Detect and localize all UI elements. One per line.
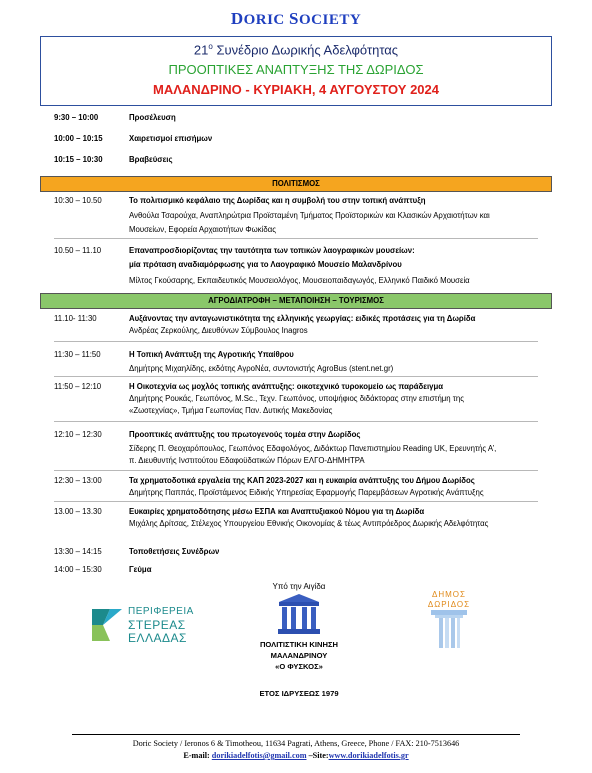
row-title: Βραβεύσεις — [129, 155, 173, 164]
region-name-3: ΕΛΛΑΔΑΣ — [128, 631, 187, 645]
talk-title-cont: μία πρόταση αναδιαμόρφωσης για το Λαογραφικό Μουσείο Μαλανδρίνου — [129, 260, 402, 269]
region-name-1: ΠΕΡΙΦΕΡΕΙΑ — [128, 606, 194, 617]
row-title: Τοποθετήσεις Συνέδρων — [129, 547, 220, 556]
row-time: 11:50 – 12:10 — [54, 382, 102, 391]
talk-speaker: Μίλτος Γκούσαρης, Εκπαιδευτικός Μουσειολόγος, Μουσειοπαιδαγωγός, Ελληνικό Παιδικό Μουσεία — [129, 276, 470, 285]
row-separator — [54, 470, 538, 471]
cultural-association-name-3: «Ο ΦΥΣΚΟΣ» — [275, 662, 323, 671]
row-time: 11:30 – 11:50 — [54, 350, 101, 359]
municipality-logo — [417, 590, 481, 652]
row-separator — [54, 421, 538, 422]
row-time: 13.00 – 13.30 — [54, 507, 102, 516]
email-label: E-mail: — [183, 751, 212, 760]
talk-speaker: Ανδρέας Ζερκούλης, Διευθύνων Σύμβουλος Inagros — [129, 326, 308, 335]
congress-place-date: ΜΑΛΑΝΔΡΙΝΟ - ΚΥΡΙΑΚΗ, 4 ΑΥΓΟΥΣΤΟΥ 2024 — [152, 82, 439, 97]
cultural-association-name-1: ΠΟΛΙΤΙΣΤΙΚΗ ΚΙΝΗΣΗ — [259, 640, 339, 649]
header-box — [40, 36, 552, 106]
column-icon — [417, 610, 481, 652]
row-time: 11.10- 11:30 — [54, 314, 97, 323]
talk-title: Επαναπροσδιορίζοντας την ταυτότητα των τοπικών λαογραφικών μουσείων: — [129, 246, 415, 255]
region-logo-icon — [90, 607, 124, 643]
row-title: Προσέλευση — [129, 113, 176, 122]
talk-speaker: Μιχάλης Δρίτσας, Στέλεχος Υπουργείου Εθνικής Οικονομίας & τέως Αντιπρόεδρος Δωρικής Αδελφότητας — [129, 519, 489, 528]
society-title — [0, 9, 592, 29]
talk-speaker: Δημήτρης Μιχαηλίδης, εκδότης ΑγροΝέα, συντονιστής AgroBus (stent.net.gr) — [129, 364, 394, 373]
talk-title: Το πολιτισμικό κεφάλαιο της Δωρίδας και η συμβολή του στην τοπική ανάπτυξη — [129, 196, 426, 205]
founded-year: ΕΤΟΣ ΙΔΡΥΣΕΩΣ 1979 — [259, 689, 339, 698]
society-title-initial-2: S — [289, 9, 299, 28]
talk-title: Προοπτικές ανάπτυξης του πρωτογενούς τομέα στην Δωρίδος — [129, 430, 361, 439]
section-culture: ΠΟΛΙΤΙΣΜΟΣ — [40, 176, 552, 192]
talk-speaker: Ανθούλα Τσαρούχα, Αναπληρώτρια Προϊσταμένη Τμήματος Προϊστορικών και Κλασικών Αρχαιοτήτων και — [129, 211, 490, 220]
row-time: 12:10 – 12:30 — [54, 430, 102, 439]
congress-ordinal: ο — [208, 42, 213, 51]
talk-title: Ευκαιρίες χρηματοδότησης μέσω ΕΣΠΑ και Αναπτυξιακού Νόμου για τη Δωρίδα — [129, 507, 425, 516]
aegis-label: Υπό την Αιγίδα — [272, 582, 326, 591]
talk-speaker: Σίδερης Π. Θεοχαρόπουλος, Γεωπόνος Εδαφολόγος, Διδάκτωρ Πανεπιστημίου Reading UK, Ερευνητής Α’, — [129, 444, 497, 453]
congress-number: 21 — [193, 42, 209, 58]
municipality-name-2: ΔΩΡΙΔΟΣ — [427, 600, 471, 609]
talk-speaker-affiliation: π. Διευθυντής Ινστιτούτου Εδαφοϋδατικών Πόρων ΕΛΓΟ-ΔΗΜΗΤΡΑ — [129, 456, 365, 465]
talk-title: Αυξάνοντας την ανταγωνιστικότητα της ελληνικής γεωργίας: ειδικές προτάσεις για τη Δωρίδα — [129, 314, 476, 323]
site-label: –Site: — [306, 751, 329, 760]
congress-theme: ΠΡΟΟΠΤΙΚΕΣ ΑΝΑΠΤΥΞΗΣ ΤΗΣ ΔΩΡΙΔΟΣ — [168, 62, 424, 77]
row-time: 10:15 – 10:30 — [54, 155, 103, 164]
row-time: 10:00 – 10:15 — [54, 134, 103, 143]
row-separator — [54, 238, 538, 239]
society-title-part-2: OCIETY — [298, 12, 362, 28]
talk-speaker-affiliation: Μουσείων, Εφορεία Αρχαιοτήτων Φωκίδας — [129, 225, 276, 234]
talk-speaker-affiliation: «Ζωοτεχνίας», Τμήμα Γεωπονίας Παν. Δυτικής Μακεδονίας — [129, 406, 333, 415]
row-separator — [54, 501, 538, 502]
region-logo — [90, 605, 220, 645]
row-time: 13:30 – 14:15 — [54, 547, 102, 556]
section-agro: ΑΓΡΟΔΙΑΤΡΟΦΗ – ΜΕΤΑΠΟΙΗΣΗ – ΤΟΥΡΙΣΜΟΣ — [40, 293, 552, 309]
row-title: Γεύμα — [129, 565, 152, 574]
region-name-2: ΣΤΕΡΕΑΣ — [128, 618, 186, 632]
talk-title: Η Οικοτεχνία ως μοχλός τοπικής ανάπτυξης: οικοτεχνικό τυροκομείο ως παράδειγμα — [129, 382, 444, 391]
municipality-name-1: ΔΗΜΟΣ — [432, 590, 466, 599]
site-link[interactable]: www.dorikiadelfotis.gr — [328, 751, 409, 760]
talk-speaker: Δημήτρης Ρουκάς, Γεωπόνος, M.Sc., Τεχν. Γεωπόνος, υποψήφιος διδάκτορας στην επιστήμη της — [129, 394, 464, 403]
row-time: 10:30 – 10.50 — [54, 196, 102, 205]
congress-title — [41, 42, 551, 57]
footer-contact — [0, 751, 592, 760]
footer-address: Doric Society / Ieronos 6 & Timotheou, 11634 Pagrati, Athens, Greece, Phone / FAX: 210-7513646 — [132, 739, 460, 748]
row-time: 10.50 – 11.10 — [54, 246, 102, 255]
row-time: 12:30 – 13:00 — [54, 476, 102, 485]
email-link[interactable]: dorikiadelfotis@gmail.com — [211, 751, 307, 760]
row-separator — [54, 376, 538, 377]
cultural-association-name-2: ΜΑΛΑΝΔΡΙΝΟΥ — [270, 651, 328, 660]
row-time: 14:00 – 15:30 — [54, 565, 102, 574]
temple-icon — [275, 592, 323, 636]
society-title-part-1: ORIC — [243, 12, 290, 28]
row-time: 9:30 – 10:00 — [54, 113, 99, 122]
row-title: Χαιρετισμοί επισήμων — [129, 134, 213, 143]
talk-speaker: Δημήτρης Παππάς, Προϊστάμενος Ειδικής Υπηρεσίας Εφαρμογής Παρεμβάσεων Αγροτικής Ανάπτυξης — [129, 488, 484, 497]
society-title-initial-1: D — [230, 9, 244, 28]
footer-divider — [72, 734, 520, 735]
congress-name: Συνέδριο Δωρικής Αδελφότητας — [212, 42, 399, 58]
row-separator — [54, 341, 538, 342]
talk-title: Η Τοπική Ανάπτυξη της Αγροτικής Υπαίθρου — [129, 350, 294, 359]
talk-title: Τα χρηματοδοτικά εργαλεία της ΚΑΠ 2023-2027 και η ευκαιρία ανάπτυξης του Δήμου Δωρίδος — [129, 476, 475, 485]
